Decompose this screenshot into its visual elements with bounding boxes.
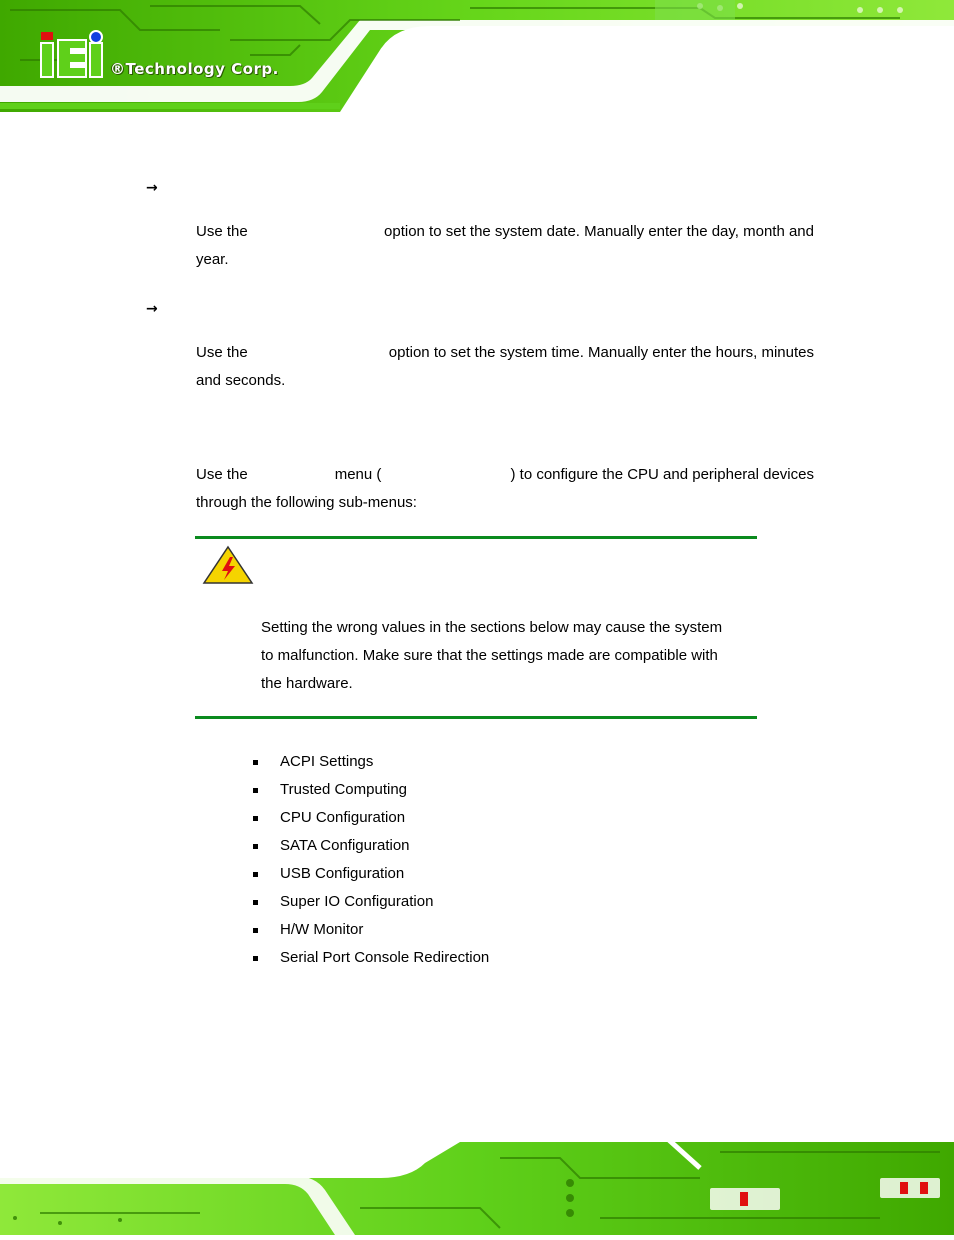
list-item: ACPI Settings xyxy=(252,748,489,776)
paragraph-text: Use the xyxy=(196,223,248,240)
warning-text: to malfunction. Make sure that the settings made are compatible with xyxy=(261,647,718,664)
right-arrow-icon: → xyxy=(146,180,158,196)
list-item: Trusted Computing xyxy=(252,776,489,804)
paragraph-text: menu ( xyxy=(334,466,382,483)
paragraph-text: Use the xyxy=(196,466,248,483)
paragraph-text: option to set the system time. Manually enter the hours, minutes xyxy=(388,344,814,361)
warning-triangle-icon xyxy=(202,545,254,590)
header-banner xyxy=(0,0,954,112)
iei-logo xyxy=(38,30,108,85)
system-date-paragraph xyxy=(196,218,814,274)
circuit-board-footer xyxy=(0,1128,954,1235)
footer-banner xyxy=(0,1128,954,1235)
list-item: CPU Configuration xyxy=(252,804,489,832)
paragraph-text: and seconds. xyxy=(196,372,286,389)
warning-line xyxy=(261,642,749,670)
logo-tagline: ®Technology Corp. xyxy=(110,60,279,78)
paragraph-text: Use the xyxy=(196,344,248,361)
list-item: H/W Monitor xyxy=(252,916,489,944)
warning-text: Setting the wrong values in the sections below may cause the system xyxy=(261,619,723,636)
right-arrow-icon: → xyxy=(146,301,158,317)
list-item: USB Configuration xyxy=(252,860,489,888)
paragraph-text: through the following sub-menus: xyxy=(196,494,417,511)
advanced-menu-paragraph xyxy=(196,461,814,517)
paragraph-text: ) to configure the CPU and peripheral devices xyxy=(510,466,814,483)
system-time-paragraph xyxy=(196,339,814,395)
list-item: Super IO Configuration xyxy=(252,888,489,916)
paragraph-text: year. xyxy=(196,251,229,268)
warning-top-rule xyxy=(195,536,757,539)
warning-message xyxy=(261,614,749,698)
warning-bottom-rule xyxy=(195,716,757,719)
list-item: SATA Configuration xyxy=(252,832,489,860)
paragraph-text: option to set the system date. Manually enter the day, month and xyxy=(384,223,814,240)
circuit-board-banner xyxy=(0,0,954,112)
warning-line xyxy=(261,614,749,642)
list-item: Serial Port Console Redirection xyxy=(252,944,489,972)
submenu-list xyxy=(252,748,489,972)
warning-line: the hardware. xyxy=(261,675,353,692)
